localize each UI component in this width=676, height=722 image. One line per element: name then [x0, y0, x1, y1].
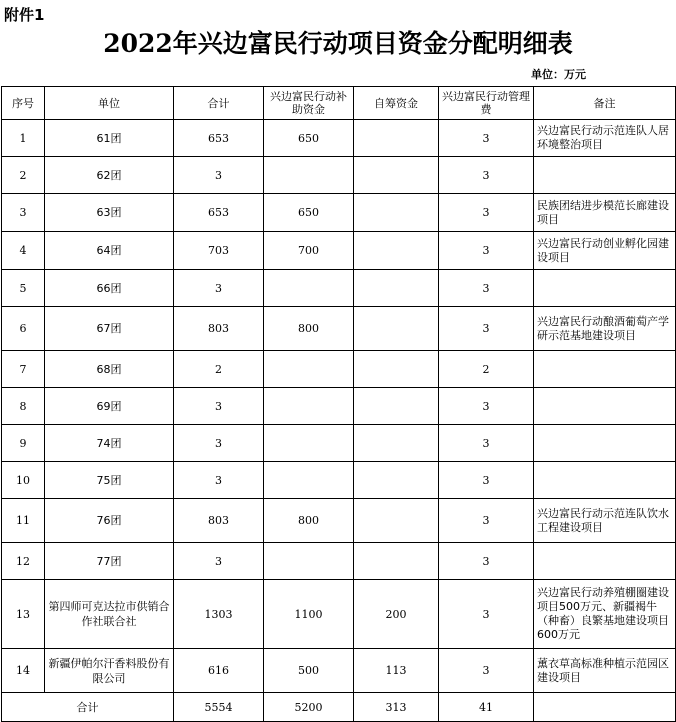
cell-subsidy: 800: [264, 499, 354, 543]
table-header-row: [2, 87, 676, 120]
cell-note: [534, 270, 676, 307]
table-row: [2, 649, 676, 693]
cell-self-funded: [354, 232, 439, 270]
cell-management-fee: 2: [439, 351, 534, 388]
cell-total: 1303: [174, 580, 264, 649]
allocation-table: [1, 86, 676, 722]
cell-unit: 新疆伊帕尔汗香料股份有限公司: [45, 649, 174, 693]
cell-unit: 69团: [45, 388, 174, 425]
cell-no: 12: [2, 543, 45, 580]
cell-management-fee: 3: [439, 543, 534, 580]
cell-management-fee: 3: [439, 232, 534, 270]
cell-self-funded: [354, 462, 439, 499]
cell-no: 14: [2, 649, 45, 693]
table-row: [2, 307, 676, 351]
cell-note: [534, 543, 676, 580]
unit-label: 单位：万元: [531, 68, 586, 81]
cell-self-funded: [354, 543, 439, 580]
cell-self-funded: [354, 499, 439, 543]
cell-note: 兴边富民行动示范连队人居环境整治项目: [534, 120, 676, 157]
table-row: [2, 425, 676, 462]
cell-management-fee: 3: [439, 462, 534, 499]
cell-subsidy: [264, 388, 354, 425]
cell-self-funded: [354, 157, 439, 194]
cell-note: 兴边富民行动创业孵化园建设项目: [534, 232, 676, 270]
cell-unit: 64团: [45, 232, 174, 270]
cell-self-funded: 113: [354, 649, 439, 693]
cell-unit: 61团: [45, 120, 174, 157]
cell-note: 兴边富民行动养殖棚圈建设项目500万元、新疆褐牛（种畜）良繁基地建设项目600万元: [534, 580, 676, 649]
cell-unit: 75团: [45, 462, 174, 499]
cell-total: 653: [174, 120, 264, 157]
cell-subsidy: 1100: [264, 580, 354, 649]
cell-subsidy: 650: [264, 120, 354, 157]
cell-unit: 74团: [45, 425, 174, 462]
cell-self-funded: [354, 270, 439, 307]
cell-note: [534, 157, 676, 194]
table-row: [2, 120, 676, 157]
cell-total: 803: [174, 499, 264, 543]
page-title: 2022年兴边富民行动项目资金分配明细表: [103, 29, 573, 58]
cell-unit: 77团: [45, 543, 174, 580]
table-row: [2, 157, 676, 194]
total-label: 合计: [2, 693, 174, 722]
table-row: [2, 351, 676, 388]
cell-unit: 76团: [45, 499, 174, 543]
cell-self-funded: [354, 194, 439, 232]
cell-total: 653: [174, 194, 264, 232]
cell-management-fee: 3: [439, 499, 534, 543]
table-row: [2, 462, 676, 499]
cell-unit: 66团: [45, 270, 174, 307]
header-subsidy: 兴边富民行动补助资金: [264, 87, 354, 120]
header-self-funded: 自筹资金: [354, 87, 439, 120]
cell-management-fee: 3: [439, 120, 534, 157]
header-total: 合计: [174, 87, 264, 120]
header-management-fee: 兴边富民行动管理费: [439, 87, 534, 120]
cell-note: 薰衣草高标准种植示范园区建设项目: [534, 649, 676, 693]
cell-self-funded: [354, 307, 439, 351]
cell-subsidy: [264, 270, 354, 307]
cell-no: 5: [2, 270, 45, 307]
cell-subsidy: [264, 425, 354, 462]
cell-no: 6: [2, 307, 45, 351]
cell-note: [534, 425, 676, 462]
total-note: [534, 693, 676, 722]
cell-subsidy: [264, 462, 354, 499]
cell-no: 1: [2, 120, 45, 157]
cell-management-fee: 3: [439, 388, 534, 425]
cell-management-fee: 3: [439, 157, 534, 194]
total-sum: 5554: [174, 693, 264, 722]
cell-self-funded: 200: [354, 580, 439, 649]
cell-management-fee: 3: [439, 194, 534, 232]
cell-total: 703: [174, 232, 264, 270]
cell-self-funded: [354, 425, 439, 462]
cell-subsidy: 800: [264, 307, 354, 351]
cell-subsidy: [264, 351, 354, 388]
cell-self-funded: [354, 388, 439, 425]
table-row: [2, 270, 676, 307]
cell-self-funded: [354, 351, 439, 388]
total-row: [2, 693, 676, 722]
cell-unit: 63团: [45, 194, 174, 232]
total-self-funded: 313: [354, 693, 439, 722]
cell-no: 13: [2, 580, 45, 649]
cell-unit: 68团: [45, 351, 174, 388]
cell-no: 2: [2, 157, 45, 194]
total-management-fee: 41: [439, 693, 534, 722]
cell-total: 2: [174, 351, 264, 388]
cell-no: 10: [2, 462, 45, 499]
cell-total: 3: [174, 270, 264, 307]
cell-total: 3: [174, 388, 264, 425]
cell-self-funded: [354, 120, 439, 157]
cell-subsidy: 500: [264, 649, 354, 693]
table-row: [2, 194, 676, 232]
cell-total: 803: [174, 307, 264, 351]
cell-total: 3: [174, 425, 264, 462]
attachment-label: 附件1: [4, 6, 45, 24]
table-row: [2, 232, 676, 270]
cell-unit: 第四师可克达拉市供销合作社联合社: [45, 580, 174, 649]
cell-note: 兴边富民行动酿酒葡萄产学研示范基地建设项目: [534, 307, 676, 351]
cell-subsidy: [264, 543, 354, 580]
cell-note: 民族团结进步模范长廊建设项目: [534, 194, 676, 232]
cell-note: [534, 462, 676, 499]
total-subsidy: 5200: [264, 693, 354, 722]
cell-unit: 67团: [45, 307, 174, 351]
cell-note: [534, 351, 676, 388]
cell-management-fee: 3: [439, 580, 534, 649]
cell-no: 7: [2, 351, 45, 388]
cell-management-fee: 3: [439, 307, 534, 351]
cell-management-fee: 3: [439, 270, 534, 307]
header-no: 序号: [2, 87, 45, 120]
cell-subsidy: 650: [264, 194, 354, 232]
cell-note: 兴边富民行动示范连队饮水工程建设项目: [534, 499, 676, 543]
cell-total: 3: [174, 157, 264, 194]
header-unit: 单位: [45, 87, 174, 120]
table-row: [2, 388, 676, 425]
cell-no: 11: [2, 499, 45, 543]
table-row: [2, 543, 676, 580]
table-row: [2, 499, 676, 543]
cell-total: 3: [174, 462, 264, 499]
cell-note: [534, 388, 676, 425]
cell-management-fee: 3: [439, 425, 534, 462]
cell-no: 4: [2, 232, 45, 270]
cell-total: 3: [174, 543, 264, 580]
table-row: [2, 580, 676, 649]
cell-unit: 62团: [45, 157, 174, 194]
cell-management-fee: 3: [439, 649, 534, 693]
cell-no: 9: [2, 425, 45, 462]
cell-subsidy: 700: [264, 232, 354, 270]
cell-no: 8: [2, 388, 45, 425]
cell-total: 616: [174, 649, 264, 693]
header-note: 备注: [534, 87, 676, 120]
cell-subsidy: [264, 157, 354, 194]
cell-no: 3: [2, 194, 45, 232]
